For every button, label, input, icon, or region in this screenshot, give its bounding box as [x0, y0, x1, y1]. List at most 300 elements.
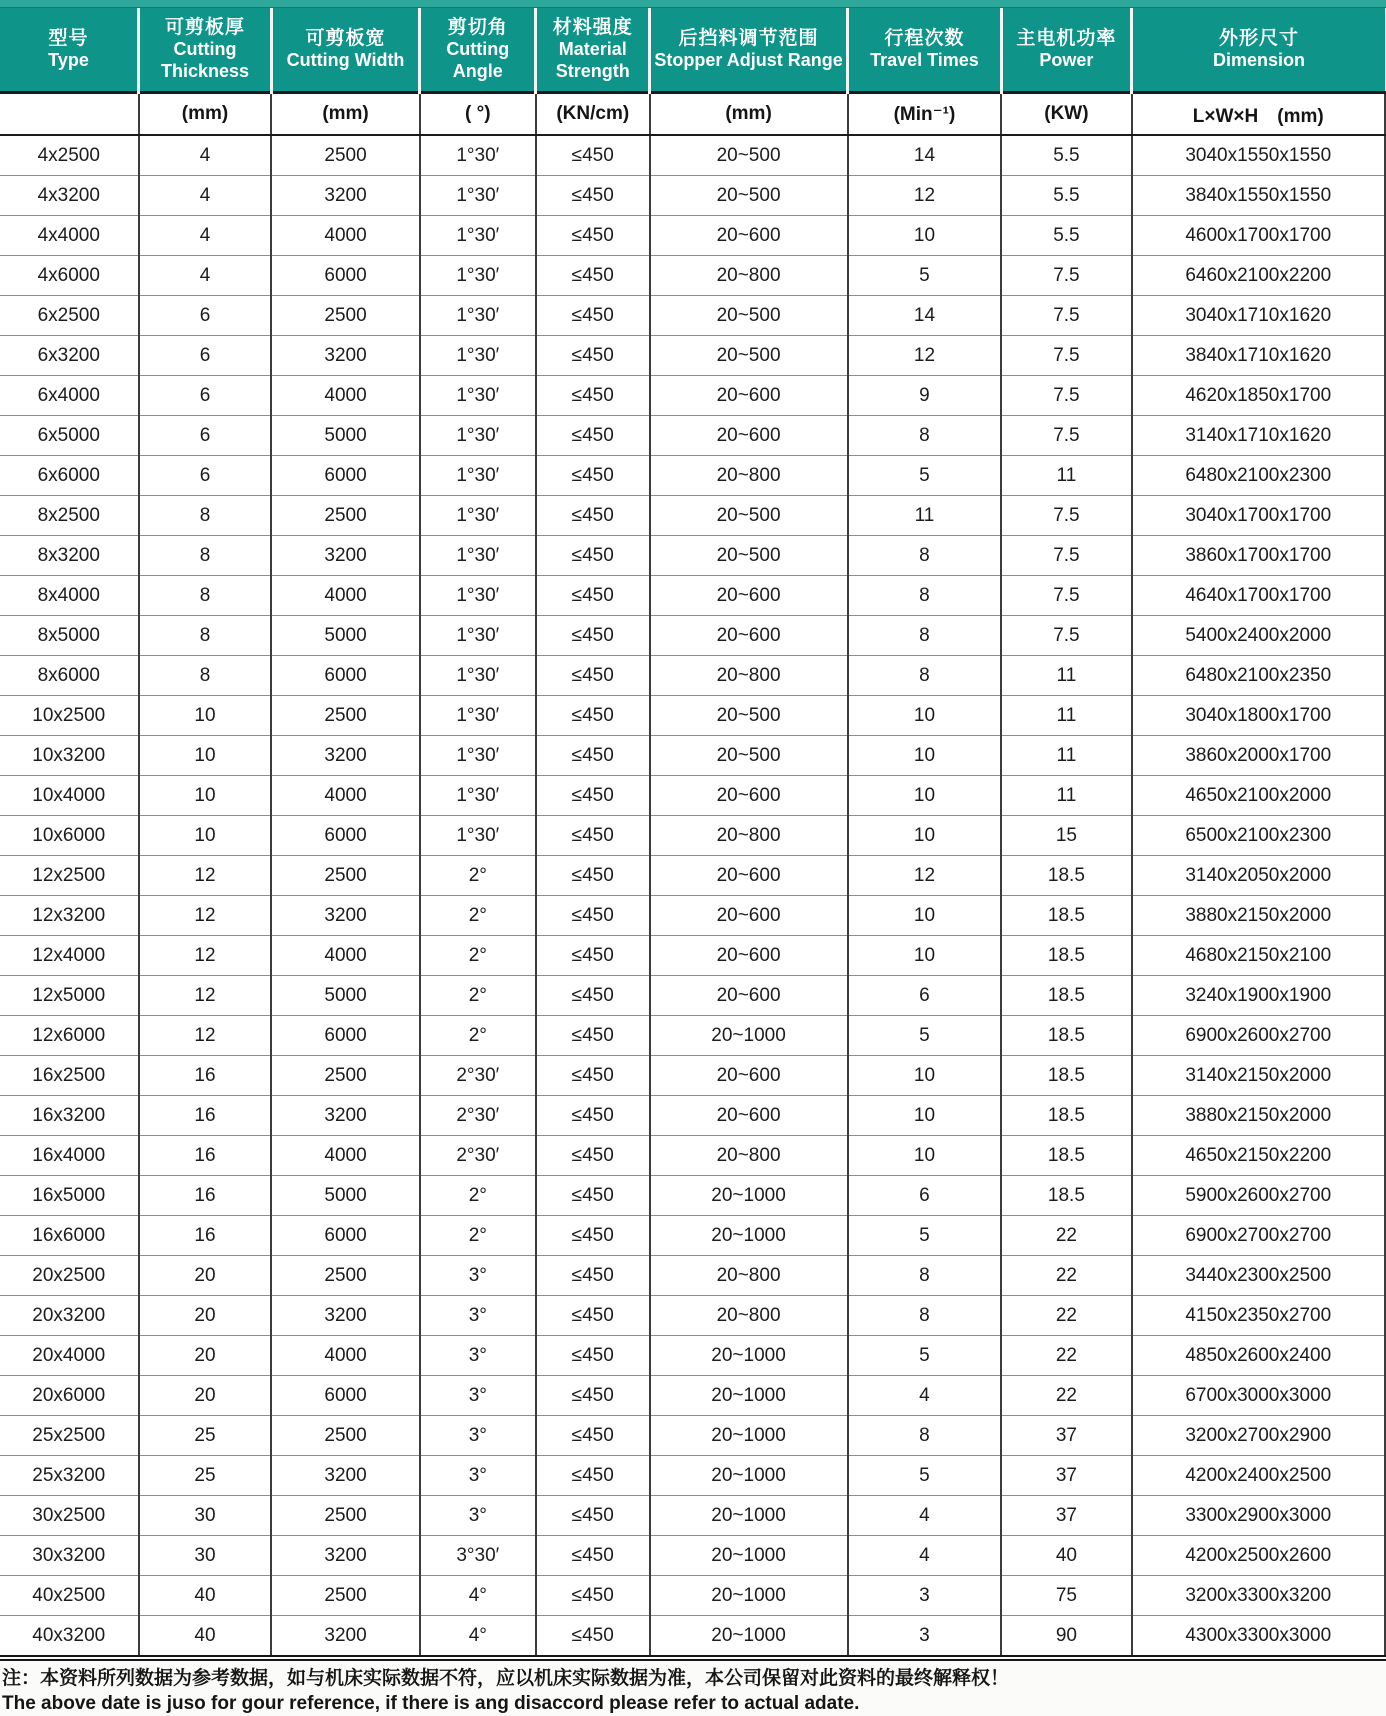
cell-cutting-width: 2500 — [271, 135, 419, 176]
cell-type: 6x4000 — [0, 376, 139, 416]
cell-material-strength: ≤450 — [536, 1176, 650, 1216]
cell-stopper-adjust-range: 20~500 — [650, 496, 848, 536]
note-english: The above date is juso for gour reference, if there is ang disaccord please refer to actual adate. — [2, 1692, 860, 1714]
cell-stopper-adjust-range: 20~600 — [650, 216, 848, 256]
cell-type: 12x3200 — [0, 896, 139, 936]
cell-power: 18.5 — [1001, 1096, 1131, 1136]
cell-material-strength: ≤450 — [536, 1416, 650, 1456]
cell-dimension: 6480x2100x2350 — [1132, 656, 1386, 696]
cell-power: 11 — [1001, 456, 1131, 496]
cell-type: 8x5000 — [0, 616, 139, 656]
table-row — [0, 1536, 1385, 1576]
cell-material-strength: ≤450 — [536, 896, 650, 936]
column-header-power: 主电机功率 Power — [1001, 8, 1131, 93]
cell-cutting-thickness: 8 — [139, 656, 272, 696]
cell-travel-times: 8 — [848, 1296, 1002, 1336]
cell-dimension: 4620x1850x1700 — [1132, 376, 1386, 416]
cell-cutting-angle: 1°30′ — [420, 776, 536, 816]
cell-cutting-width: 5000 — [271, 976, 419, 1016]
table-row — [0, 1176, 1385, 1216]
cell-cutting-angle: 1°30′ — [420, 256, 536, 296]
cell-travel-times: 5 — [848, 1456, 1002, 1496]
cell-stopper-adjust-range: 20~600 — [650, 376, 848, 416]
cell-power: 7.5 — [1001, 576, 1131, 616]
cell-material-strength: ≤450 — [536, 736, 650, 776]
units-row — [0, 93, 1385, 136]
cell-travel-times: 10 — [848, 1136, 1002, 1176]
cell-cutting-width: 2500 — [271, 496, 419, 536]
cell-type: 10x6000 — [0, 816, 139, 856]
cell-dimension: 3860x1700x1700 — [1132, 536, 1386, 576]
cell-cutting-width: 3200 — [271, 1536, 419, 1576]
cell-type: 20x3200 — [0, 1296, 139, 1336]
cell-stopper-adjust-range: 20~500 — [650, 696, 848, 736]
cell-stopper-adjust-range: 20~1000 — [650, 1616, 848, 1659]
cell-power: 22 — [1001, 1256, 1131, 1296]
cell-cutting-angle: 3° — [420, 1256, 536, 1296]
cell-travel-times: 9 — [848, 376, 1002, 416]
cell-travel-times: 4 — [848, 1496, 1002, 1536]
cell-material-strength: ≤450 — [536, 1056, 650, 1096]
table-row — [0, 1216, 1385, 1256]
cell-cutting-thickness: 8 — [139, 536, 272, 576]
cell-travel-times: 3 — [848, 1616, 1002, 1659]
cell-power: 22 — [1001, 1336, 1131, 1376]
cell-material-strength: ≤450 — [536, 1136, 650, 1176]
cell-material-strength: ≤450 — [536, 296, 650, 336]
cell-cutting-width: 3200 — [271, 736, 419, 776]
cell-travel-times: 8 — [848, 536, 1002, 576]
cell-stopper-adjust-range: 20~1000 — [650, 1016, 848, 1056]
cell-dimension: 6480x2100x2300 — [1132, 456, 1386, 496]
header-row — [0, 8, 1385, 93]
cell-material-strength: ≤450 — [536, 1336, 650, 1376]
cell-cutting-width: 2500 — [271, 296, 419, 336]
cell-cutting-angle: 2°30′ — [420, 1056, 536, 1096]
cell-travel-times: 6 — [848, 976, 1002, 1016]
cell-stopper-adjust-range: 20~600 — [650, 1096, 848, 1136]
cell-dimension: 4850x2600x2400 — [1132, 1336, 1386, 1376]
cell-dimension: 3840x1710x1620 — [1132, 336, 1386, 376]
cell-cutting-thickness: 25 — [139, 1416, 272, 1456]
cell-power: 7.5 — [1001, 256, 1131, 296]
cell-power: 18.5 — [1001, 1176, 1131, 1216]
cell-travel-times: 11 — [848, 496, 1002, 536]
cell-type: 25x2500 — [0, 1416, 139, 1456]
table-row — [0, 616, 1385, 656]
cell-stopper-adjust-range: 20~1000 — [650, 1576, 848, 1616]
cell-stopper-adjust-range: 20~600 — [650, 416, 848, 456]
cell-cutting-thickness: 12 — [139, 896, 272, 936]
cell-cutting-thickness: 16 — [139, 1136, 272, 1176]
cell-cutting-thickness: 8 — [139, 616, 272, 656]
cell-dimension: 3860x2000x1700 — [1132, 736, 1386, 776]
cell-dimension: 3140x2050x2000 — [1132, 856, 1386, 896]
cell-cutting-width: 3200 — [271, 1296, 419, 1336]
cell-cutting-angle: 1°30′ — [420, 336, 536, 376]
unit-cell: L×W×H (mm) — [1132, 93, 1386, 136]
cell-cutting-angle: 2° — [420, 856, 536, 896]
cell-type: 4x4000 — [0, 216, 139, 256]
spec-table — [0, 8, 1386, 1661]
cell-travel-times: 10 — [848, 896, 1002, 936]
cell-cutting-width: 4000 — [271, 936, 419, 976]
cell-power: 18.5 — [1001, 1056, 1131, 1096]
cell-stopper-adjust-range: 20~1000 — [650, 1456, 848, 1496]
table-row — [0, 656, 1385, 696]
cell-type: 30x3200 — [0, 1536, 139, 1576]
cell-cutting-thickness: 10 — [139, 776, 272, 816]
cell-cutting-thickness: 16 — [139, 1176, 272, 1216]
cell-travel-times: 12 — [848, 856, 1002, 896]
cell-cutting-width: 5000 — [271, 416, 419, 456]
table-row — [0, 816, 1385, 856]
cell-travel-times: 5 — [848, 256, 1002, 296]
cell-cutting-angle: 3° — [420, 1496, 536, 1536]
cell-dimension: 3040x1800x1700 — [1132, 696, 1386, 736]
cell-dimension: 3040x1710x1620 — [1132, 296, 1386, 336]
table-row — [0, 1576, 1385, 1616]
cell-material-strength: ≤450 — [536, 936, 650, 976]
cell-type: 20x4000 — [0, 1336, 139, 1376]
cell-power: 11 — [1001, 776, 1131, 816]
cell-power: 11 — [1001, 736, 1131, 776]
cell-cutting-width: 3200 — [271, 176, 419, 216]
table-row — [0, 576, 1385, 616]
unit-cell — [0, 93, 139, 136]
cell-dimension: 5400x2400x2000 — [1132, 616, 1386, 656]
cell-cutting-thickness: 20 — [139, 1376, 272, 1416]
cell-dimension: 6900x2700x2700 — [1132, 1216, 1386, 1256]
column-header-type: 型号 Type — [0, 8, 139, 93]
cell-cutting-width: 2500 — [271, 1576, 419, 1616]
note-chinese: 注：本资料所列数据为参考数据，如与机床实际数据不符，应以机床实际数据为准，本公司保留对此资料的最终解释权！ — [2, 1668, 1010, 1689]
cell-stopper-adjust-range: 20~800 — [650, 656, 848, 696]
cell-power: 90 — [1001, 1616, 1131, 1659]
cell-power: 22 — [1001, 1216, 1131, 1256]
cell-travel-times: 4 — [848, 1536, 1002, 1576]
cell-type: 16x5000 — [0, 1176, 139, 1216]
unit-cell: ( °) — [420, 93, 536, 136]
cell-type: 10x2500 — [0, 696, 139, 736]
unit-cell: (KN/cm) — [536, 93, 650, 136]
cell-dimension: 3040x1700x1700 — [1132, 496, 1386, 536]
cell-power: 37 — [1001, 1456, 1131, 1496]
cell-material-strength: ≤450 — [536, 376, 650, 416]
cell-cutting-thickness: 6 — [139, 416, 272, 456]
cell-cutting-thickness: 8 — [139, 576, 272, 616]
cell-dimension: 4150x2350x2700 — [1132, 1296, 1386, 1336]
table-row — [0, 1416, 1385, 1456]
cell-cutting-width: 5000 — [271, 1176, 419, 1216]
table-row — [0, 1016, 1385, 1056]
cell-stopper-adjust-range: 20~600 — [650, 576, 848, 616]
cell-material-strength: ≤450 — [536, 456, 650, 496]
cell-type: 16x6000 — [0, 1216, 139, 1256]
cell-cutting-thickness: 10 — [139, 696, 272, 736]
cell-power: 18.5 — [1001, 856, 1131, 896]
cell-cutting-thickness: 12 — [139, 976, 272, 1016]
cell-cutting-width: 2500 — [271, 1256, 419, 1296]
cell-cutting-width: 2500 — [271, 1056, 419, 1096]
cell-cutting-angle: 2° — [420, 976, 536, 1016]
cell-power: 11 — [1001, 696, 1131, 736]
cell-stopper-adjust-range: 20~500 — [650, 336, 848, 376]
cell-cutting-angle: 2° — [420, 936, 536, 976]
cell-power: 22 — [1001, 1376, 1131, 1416]
unit-cell: (mm) — [650, 93, 848, 136]
cell-stopper-adjust-range: 20~1000 — [650, 1176, 848, 1216]
cell-cutting-width: 6000 — [271, 1216, 419, 1256]
cell-cutting-width: 3200 — [271, 336, 419, 376]
cell-travel-times: 8 — [848, 1256, 1002, 1296]
cell-stopper-adjust-range: 20~600 — [650, 616, 848, 656]
table-row — [0, 1456, 1385, 1496]
cell-cutting-thickness: 12 — [139, 856, 272, 896]
cell-cutting-thickness: 6 — [139, 296, 272, 336]
cell-type: 40x2500 — [0, 1576, 139, 1616]
cell-cutting-thickness: 20 — [139, 1256, 272, 1296]
cell-cutting-angle: 3° — [420, 1456, 536, 1496]
cell-dimension: 4300x3300x3000 — [1132, 1616, 1386, 1659]
cell-power: 7.5 — [1001, 496, 1131, 536]
cell-stopper-adjust-range: 20~500 — [650, 736, 848, 776]
cell-dimension: 4200x2500x2600 — [1132, 1536, 1386, 1576]
cell-dimension: 6460x2100x2200 — [1132, 256, 1386, 296]
column-header-material-strength: 材料强度 Material Strength — [536, 8, 650, 93]
table-row — [0, 296, 1385, 336]
column-header-cutting-width: 可剪板宽 Cutting Width — [271, 8, 419, 93]
cell-cutting-angle: 4° — [420, 1576, 536, 1616]
cell-material-strength: ≤450 — [536, 176, 650, 216]
cell-type: 10x4000 — [0, 776, 139, 816]
cell-power: 22 — [1001, 1296, 1131, 1336]
cell-type: 16x3200 — [0, 1096, 139, 1136]
cell-stopper-adjust-range: 20~1000 — [650, 1376, 848, 1416]
cell-travel-times: 8 — [848, 1416, 1002, 1456]
cell-stopper-adjust-range: 20~800 — [650, 1136, 848, 1176]
cell-dimension: 6900x2600x2700 — [1132, 1016, 1386, 1056]
cell-cutting-thickness: 12 — [139, 1016, 272, 1056]
cell-material-strength: ≤450 — [536, 216, 650, 256]
cell-travel-times: 10 — [848, 1056, 1002, 1096]
cell-cutting-width: 3200 — [271, 1616, 419, 1659]
cell-type: 4x3200 — [0, 176, 139, 216]
cell-cutting-angle: 2° — [420, 1216, 536, 1256]
cell-stopper-adjust-range: 20~600 — [650, 896, 848, 936]
cell-type: 20x2500 — [0, 1256, 139, 1296]
cell-travel-times: 5 — [848, 1336, 1002, 1376]
cell-type: 4x2500 — [0, 135, 139, 176]
cell-dimension: 3440x2300x2500 — [1132, 1256, 1386, 1296]
cell-dimension: 3880x2150x2000 — [1132, 896, 1386, 936]
table-row — [0, 1136, 1385, 1176]
cell-cutting-thickness: 20 — [139, 1336, 272, 1376]
cell-travel-times: 10 — [848, 216, 1002, 256]
cell-cutting-width: 6000 — [271, 1376, 419, 1416]
cell-cutting-angle: 1°30′ — [420, 135, 536, 176]
cell-cutting-angle: 3° — [420, 1336, 536, 1376]
cell-cutting-angle: 3°30′ — [420, 1536, 536, 1576]
table-row — [0, 1336, 1385, 1376]
cell-cutting-angle: 2° — [420, 896, 536, 936]
cell-material-strength: ≤450 — [536, 1016, 650, 1056]
cell-type: 6x2500 — [0, 296, 139, 336]
cell-type: 10x3200 — [0, 736, 139, 776]
cell-cutting-thickness: 8 — [139, 496, 272, 536]
cell-dimension: 3240x1900x1900 — [1132, 976, 1386, 1016]
cell-travel-times: 6 — [848, 1176, 1002, 1216]
cell-power: 18.5 — [1001, 896, 1131, 936]
cell-cutting-width: 4000 — [271, 1336, 419, 1376]
table-row — [0, 376, 1385, 416]
cell-material-strength: ≤450 — [536, 1456, 650, 1496]
cell-travel-times: 14 — [848, 296, 1002, 336]
cell-power: 18.5 — [1001, 1136, 1131, 1176]
cell-cutting-thickness: 4 — [139, 176, 272, 216]
cell-type: 6x5000 — [0, 416, 139, 456]
cell-travel-times: 12 — [848, 176, 1002, 216]
cell-cutting-thickness: 16 — [139, 1056, 272, 1096]
cell-power: 7.5 — [1001, 296, 1131, 336]
cell-travel-times: 8 — [848, 576, 1002, 616]
cell-cutting-thickness: 30 — [139, 1536, 272, 1576]
cell-cutting-angle: 3° — [420, 1376, 536, 1416]
cell-stopper-adjust-range: 20~1000 — [650, 1416, 848, 1456]
cell-cutting-width: 3200 — [271, 1456, 419, 1496]
cell-cutting-width: 4000 — [271, 216, 419, 256]
table-row — [0, 496, 1385, 536]
cell-dimension: 4650x2100x2000 — [1132, 776, 1386, 816]
table-row — [0, 856, 1385, 896]
unit-cell: (Min⁻¹) — [848, 93, 1002, 136]
cell-power: 37 — [1001, 1496, 1131, 1536]
cell-material-strength: ≤450 — [536, 256, 650, 296]
cell-material-strength: ≤450 — [536, 1536, 650, 1576]
cell-cutting-thickness: 25 — [139, 1456, 272, 1496]
cell-cutting-thickness: 20 — [139, 1296, 272, 1336]
table-row — [0, 176, 1385, 216]
cell-type: 16x4000 — [0, 1136, 139, 1176]
table-row — [0, 336, 1385, 376]
cell-material-strength: ≤450 — [536, 576, 650, 616]
cell-material-strength: ≤450 — [536, 1296, 650, 1336]
cell-cutting-width: 2500 — [271, 1416, 419, 1456]
cell-material-strength: ≤450 — [536, 776, 650, 816]
cell-power: 5.5 — [1001, 135, 1131, 176]
cell-travel-times: 12 — [848, 336, 1002, 376]
cell-type: 8x3200 — [0, 536, 139, 576]
cell-cutting-angle: 1°30′ — [420, 376, 536, 416]
cell-type: 16x2500 — [0, 1056, 139, 1096]
cell-stopper-adjust-range: 20~1000 — [650, 1536, 848, 1576]
cell-cutting-angle: 2° — [420, 1016, 536, 1056]
cell-power: 18.5 — [1001, 976, 1131, 1016]
cell-cutting-angle: 1°30′ — [420, 816, 536, 856]
table-row — [0, 1616, 1385, 1659]
cell-dimension: 4680x2150x2100 — [1132, 936, 1386, 976]
cell-cutting-width: 6000 — [271, 656, 419, 696]
cell-material-strength: ≤450 — [536, 1616, 650, 1659]
cell-type: 4x6000 — [0, 256, 139, 296]
cell-material-strength: ≤450 — [536, 1256, 650, 1296]
cell-type: 6x3200 — [0, 336, 139, 376]
cell-type: 12x4000 — [0, 936, 139, 976]
cell-power: 15 — [1001, 816, 1131, 856]
cell-travel-times: 14 — [848, 135, 1002, 176]
cell-stopper-adjust-range: 20~600 — [650, 976, 848, 1016]
cell-travel-times: 10 — [848, 1096, 1002, 1136]
cell-travel-times: 5 — [848, 1016, 1002, 1056]
cell-power: 5.5 — [1001, 216, 1131, 256]
cell-stopper-adjust-range: 20~800 — [650, 1256, 848, 1296]
cell-power: 7.5 — [1001, 616, 1131, 656]
table-row — [0, 1096, 1385, 1136]
cell-dimension: 4200x2400x2500 — [1132, 1456, 1386, 1496]
cell-cutting-angle: 1°30′ — [420, 296, 536, 336]
cell-stopper-adjust-range: 20~600 — [650, 1056, 848, 1096]
cell-cutting-thickness: 6 — [139, 456, 272, 496]
cell-cutting-width: 6000 — [271, 456, 419, 496]
cell-stopper-adjust-range: 20~500 — [650, 296, 848, 336]
cell-cutting-angle: 1°30′ — [420, 216, 536, 256]
table-row — [0, 776, 1385, 816]
cell-cutting-thickness: 10 — [139, 736, 272, 776]
cell-power: 5.5 — [1001, 176, 1131, 216]
cell-material-strength: ≤450 — [536, 856, 650, 896]
column-header-travel-times: 行程次数 Travel Times — [848, 8, 1002, 93]
cell-cutting-width: 2500 — [271, 1496, 419, 1536]
cell-dimension: 3200x3300x3200 — [1132, 1576, 1386, 1616]
cell-power: 75 — [1001, 1576, 1131, 1616]
cell-cutting-thickness: 4 — [139, 135, 272, 176]
cell-cutting-angle: 1°30′ — [420, 496, 536, 536]
table-row — [0, 1056, 1385, 1096]
cell-cutting-angle: 2°30′ — [420, 1136, 536, 1176]
cell-cutting-angle: 1°30′ — [420, 616, 536, 656]
cell-type: 8x4000 — [0, 576, 139, 616]
table-row — [0, 736, 1385, 776]
table-body — [0, 135, 1385, 1658]
cell-power: 37 — [1001, 1416, 1131, 1456]
unit-cell: (mm) — [139, 93, 272, 136]
cell-cutting-width: 4000 — [271, 776, 419, 816]
cell-travel-times: 8 — [848, 416, 1002, 456]
cell-cutting-angle: 1°30′ — [420, 536, 536, 576]
cell-travel-times: 5 — [848, 1216, 1002, 1256]
cell-material-strength: ≤450 — [536, 135, 650, 176]
cell-power: 7.5 — [1001, 416, 1131, 456]
cell-material-strength: ≤450 — [536, 1096, 650, 1136]
cell-travel-times: 4 — [848, 1376, 1002, 1416]
header-top-band — [0, 0, 1386, 8]
cell-cutting-width: 4000 — [271, 376, 419, 416]
table-row — [0, 1496, 1385, 1536]
cell-travel-times: 10 — [848, 776, 1002, 816]
cell-cutting-width: 2500 — [271, 856, 419, 896]
cell-cutting-thickness: 40 — [139, 1616, 272, 1659]
cell-cutting-width: 2500 — [271, 696, 419, 736]
cell-travel-times: 10 — [848, 736, 1002, 776]
cell-cutting-thickness: 10 — [139, 816, 272, 856]
cell-power: 7.5 — [1001, 376, 1131, 416]
column-header-dimension: 外形尺寸 Dimension — [1132, 8, 1386, 93]
cell-dimension: 4640x1700x1700 — [1132, 576, 1386, 616]
cell-cutting-angle: 1°30′ — [420, 416, 536, 456]
cell-power: 7.5 — [1001, 336, 1131, 376]
cell-cutting-thickness: 40 — [139, 1576, 272, 1616]
column-header-cutting-thickness: 可剪板厚 Cutting Thickness — [139, 8, 272, 93]
